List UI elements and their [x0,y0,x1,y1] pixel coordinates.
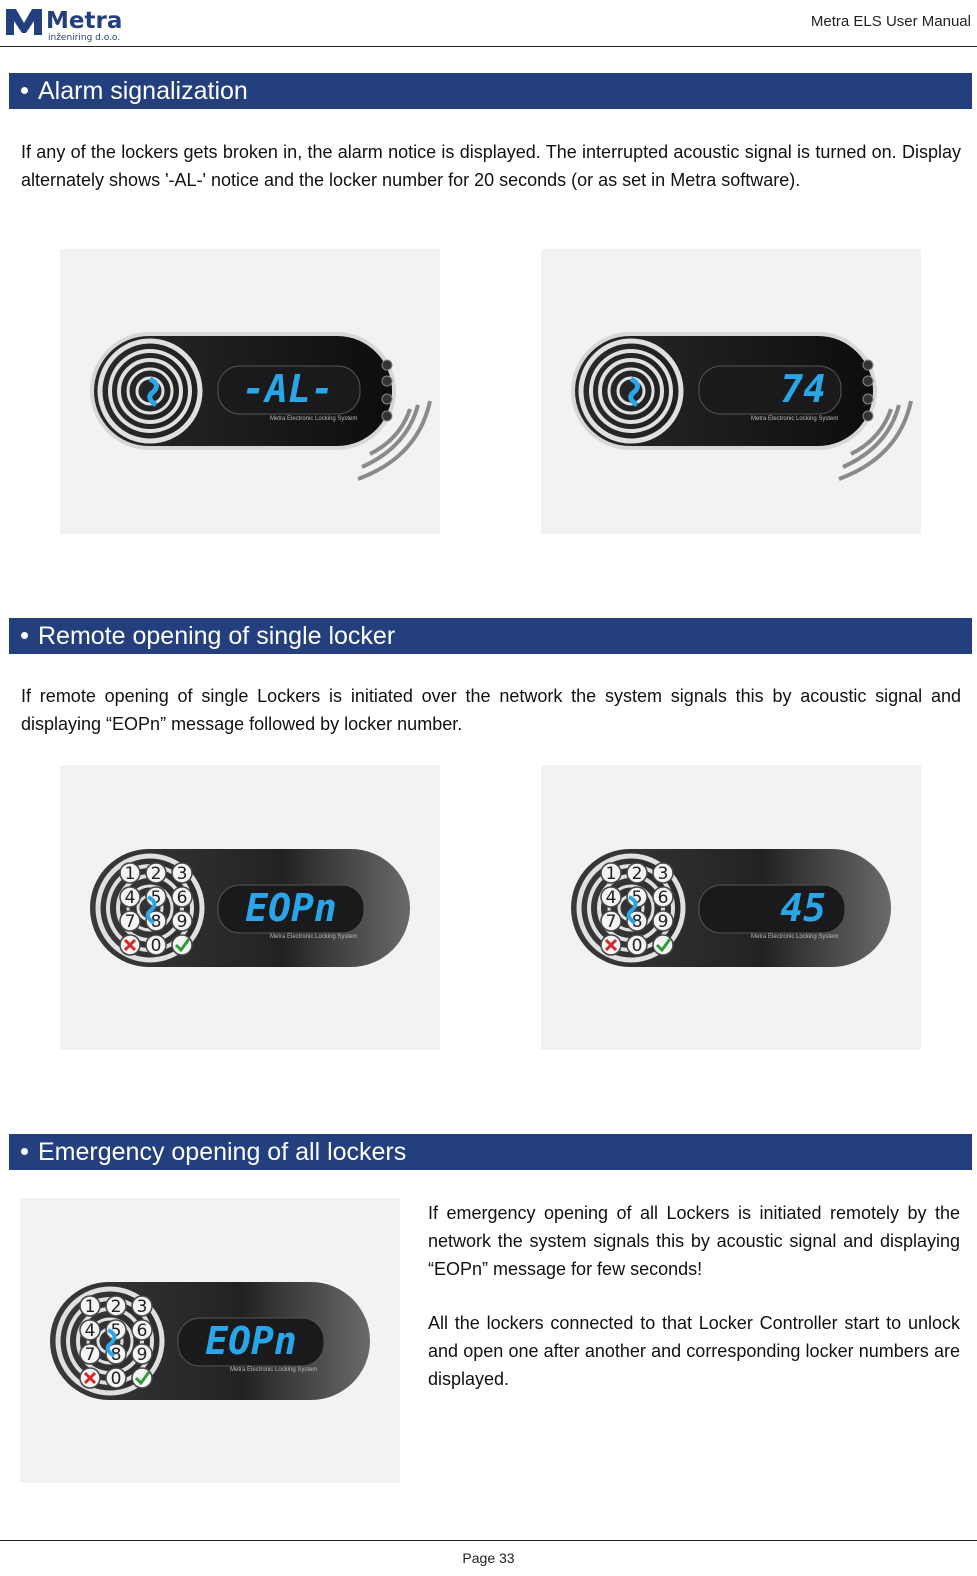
confirm-key-icon [653,935,673,955]
section-paragraph: If emergency opening of all Lockers is initiated remotely by the network the system signals this by acoustic signal and displaying “EOPn” message for few seconds! [428,1203,960,1279]
display-brand: Metra Electronic Locking System [270,934,358,940]
led-indicator [382,360,392,370]
display-image [20,1198,400,1483]
bullet-icon [21,1148,28,1155]
keypad-key-label: 0 [110,1369,122,1389]
logo-subtitle: inženiring d.o.o. [48,33,121,43]
keypad-key-label: 0 [150,936,162,956]
els-keypad-display-emergency [20,1198,400,1483]
keypad-key-label: 3 [176,864,188,884]
display-reading: 45 [780,886,826,930]
section-title: Emergency opening of all lockers [38,1138,407,1166]
display-brand: Metra Electronic Locking System [270,416,358,422]
display-brand: Metra Electronic Locking System [751,416,839,422]
display-image [60,249,440,534]
led-indicator [863,360,873,370]
logo-name: Metra [46,8,123,34]
keypad-key-label: 1 [605,864,617,884]
keypad-key-label: 4 [124,888,136,908]
keypad-key-label: 6 [657,888,669,908]
keypad-key-label: 9 [136,1345,148,1365]
els-display-locker-number [541,249,921,534]
keypad-key-label: 8 [631,912,643,932]
keypad-key-label: 4 [605,888,617,908]
keypad-key-label: 9 [176,912,188,932]
display-image [541,765,921,1050]
section-title: Alarm signalization [38,77,248,105]
keypad-key-label: 7 [605,912,617,932]
display-image [60,765,440,1050]
display-reading: EOPn [245,886,337,930]
display-reading: EOPn [205,1319,297,1363]
keypad-key-label: 8 [110,1345,122,1365]
keypad-key-label: 2 [631,864,643,884]
metra-logo [2,3,132,43]
els-keypad-display-eopn [60,765,440,1050]
page-header [0,0,977,47]
keypad-key-label: 6 [136,1321,148,1341]
section-heading-emergency-opening [9,1134,972,1170]
keypad-key-label: 0 [631,936,643,956]
confirm-key-icon [172,935,192,955]
keypad-key-label: 3 [657,864,669,884]
keypad-key-label: 7 [84,1345,96,1365]
keypad-key-label: 8 [150,912,162,932]
display-reading: 74 [780,367,826,411]
keypad-key-label: 5 [150,888,162,908]
section-title: Remote opening of single locker [38,622,396,650]
footer-divider [0,1540,977,1541]
section-heading-remote-opening [9,618,972,654]
els-keypad-display-number [541,765,921,1050]
display-reading: -AL- [242,367,334,411]
els-display-alarm [60,249,440,534]
page-number: Page 33 [462,1550,515,1566]
confirm-key-icon [132,1368,152,1388]
keypad-key-label: 5 [110,1321,122,1341]
keypad-key-label: 6 [176,888,188,908]
keypad-key-label: 7 [124,912,136,932]
display-brand: Metra Electronic Locking System [751,934,839,940]
keypad-key-label: 5 [631,888,643,908]
bullet-icon [21,632,28,639]
header-divider [0,46,977,47]
section-paragraph: If remote opening of single Lockers is initiated over the network the system signals this by acoustic signal and displaying “EOPn” message followed by locker number. [21,686,961,734]
keypad-key-label: 9 [657,912,669,932]
section-paragraph: All the lockers connected to that Locker Controller start to unlock and open one after another and corresponding locker numbers are displayed. [428,1313,960,1389]
keypad-key-label: 4 [84,1321,96,1341]
keypad-key-label: 1 [84,1297,96,1317]
bullet-icon [21,87,28,94]
display-brand: Metra Electronic Locking System [230,1367,318,1373]
keypad-key-label: 2 [110,1297,122,1317]
keypad-key-label: 3 [136,1297,148,1317]
section-paragraph: If any of the lockers gets broken in, the alarm notice is displayed. The interrupted acoustic signal is turned on. Display alternately shows '-AL-' notice and the locker number for 20 seconds (or as set in Metra software). [21,142,961,190]
keypad-key-label: 1 [124,864,136,884]
section-heading-alarm [9,73,972,109]
keypad-key-label: 2 [150,864,162,884]
display-image [541,249,921,534]
document-title: Metra ELS User Manual [810,13,971,30]
